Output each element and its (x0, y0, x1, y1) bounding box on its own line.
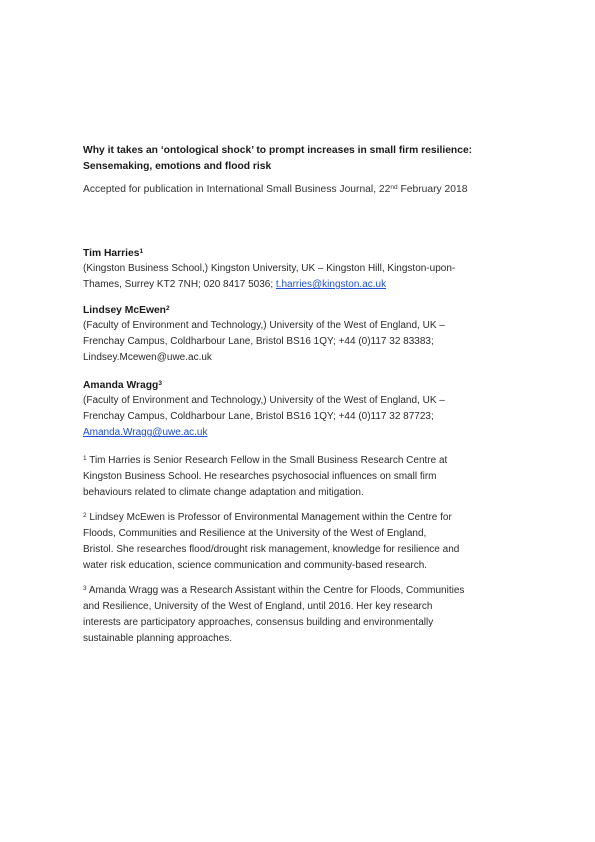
footnote-line: interests are participatory approaches, consensus building and environmentally (83, 617, 434, 628)
paper-title (83, 143, 518, 175)
acceptance-ordinal: nd (390, 184, 398, 191)
author-name-text: Lindsey McEwen (83, 305, 166, 316)
footnote-line: behaviours related to climate change adaptation and mitigation. (83, 487, 364, 498)
footnote-line: water risk education, science communication and community-based research. (83, 560, 428, 571)
paper-title-line: Sensemaking, emotions and flood risk (83, 161, 272, 172)
author-affiliation (83, 393, 518, 441)
footnote-line (83, 510, 518, 526)
author-affiliation (83, 318, 518, 366)
acceptance-note (83, 183, 518, 197)
footnote-line (83, 583, 518, 599)
footnote-line: sustainable planning approaches. (83, 633, 232, 644)
footnote-line: Kingston Business School. He researches psychosocial influences on small firm (83, 471, 437, 482)
footnote-line (83, 453, 518, 469)
author-email-link[interactable]: Amanda.Wragg@uwe.ac.uk (83, 427, 208, 438)
footnote-line: Bristol. She researches flood/drought risk management, knowledge for resilience and (83, 544, 460, 555)
affiliation-line (83, 277, 518, 293)
affiliation-line: Frenchay Campus, Coldharbour Lane, Bristol BS16 1QY; +44 (0)117 32 83383; (83, 336, 434, 347)
affiliation-line (83, 425, 518, 441)
paper-title-line: Why it takes an ‘ontological shock’ to prompt increases in small firm resilience: (83, 145, 473, 156)
footnote-marker: 2 (83, 512, 87, 519)
author-block (83, 379, 518, 441)
footnote (83, 510, 518, 574)
page-content (83, 143, 518, 647)
acceptance-text-end: February 2018 (397, 184, 468, 195)
footnote-text: Tim Harries is Senior Research Fellow in the Small Business Research Centre at (86, 455, 448, 466)
affiliation-line: (Kingston Business School,) Kingston University, UK – Kingston Hill, Kingston-upon- (83, 263, 456, 274)
author-block (83, 304, 518, 366)
footnote-text: Lindsey McEwen is Professor of Environmental Management within the Centre for (86, 512, 452, 523)
footnote-text: Amanda Wragg was a Research Assistant within the Centre for Floods, Communities (86, 585, 465, 596)
author-name-text: Tim Harries (83, 248, 140, 259)
author-footnote-marker: 1 (139, 248, 144, 255)
footnote-line: Floods, Communities and Resilience at the University of the West of England, (83, 528, 427, 539)
footnote-marker: 1 (83, 455, 87, 462)
author-email-link[interactable]: t.harries@kingston.ac.uk (275, 279, 387, 290)
author-name-text: Amanda Wragg (83, 380, 159, 391)
acceptance-text: Accepted for publication in International Small Business Journal, 22 (83, 184, 391, 195)
affiliation-line: (Faculty of Environment and Technology,) University of the West of England, UK – (83, 395, 445, 406)
footnote (83, 583, 518, 647)
author-footnote-marker: 2 (165, 305, 170, 312)
author-email-text: Lindsey.Mcewen@uwe.ac.uk (83, 352, 212, 363)
author-name (83, 379, 518, 392)
affiliation-line: Frenchay Campus, Coldharbour Lane, Bristol BS16 1QY; +44 (0)117 32 87723; (83, 411, 434, 422)
author-footnote-marker: 3 (158, 380, 162, 387)
footnote (83, 453, 518, 501)
affiliation-text: Thames, Surrey KT2 7NH; 020 8417 5036; (83, 279, 276, 290)
author-affiliation (83, 261, 518, 293)
footnote-line: and Resilience, University of the West of England, until 2016. Her key research (83, 601, 433, 612)
footnote-marker: 3 (83, 585, 87, 592)
author-name (83, 247, 518, 260)
affiliation-line: (Faculty of Environment and Technology,) University of the West of England, UK – (83, 320, 445, 331)
author-block (83, 247, 518, 293)
author-name (83, 304, 518, 317)
